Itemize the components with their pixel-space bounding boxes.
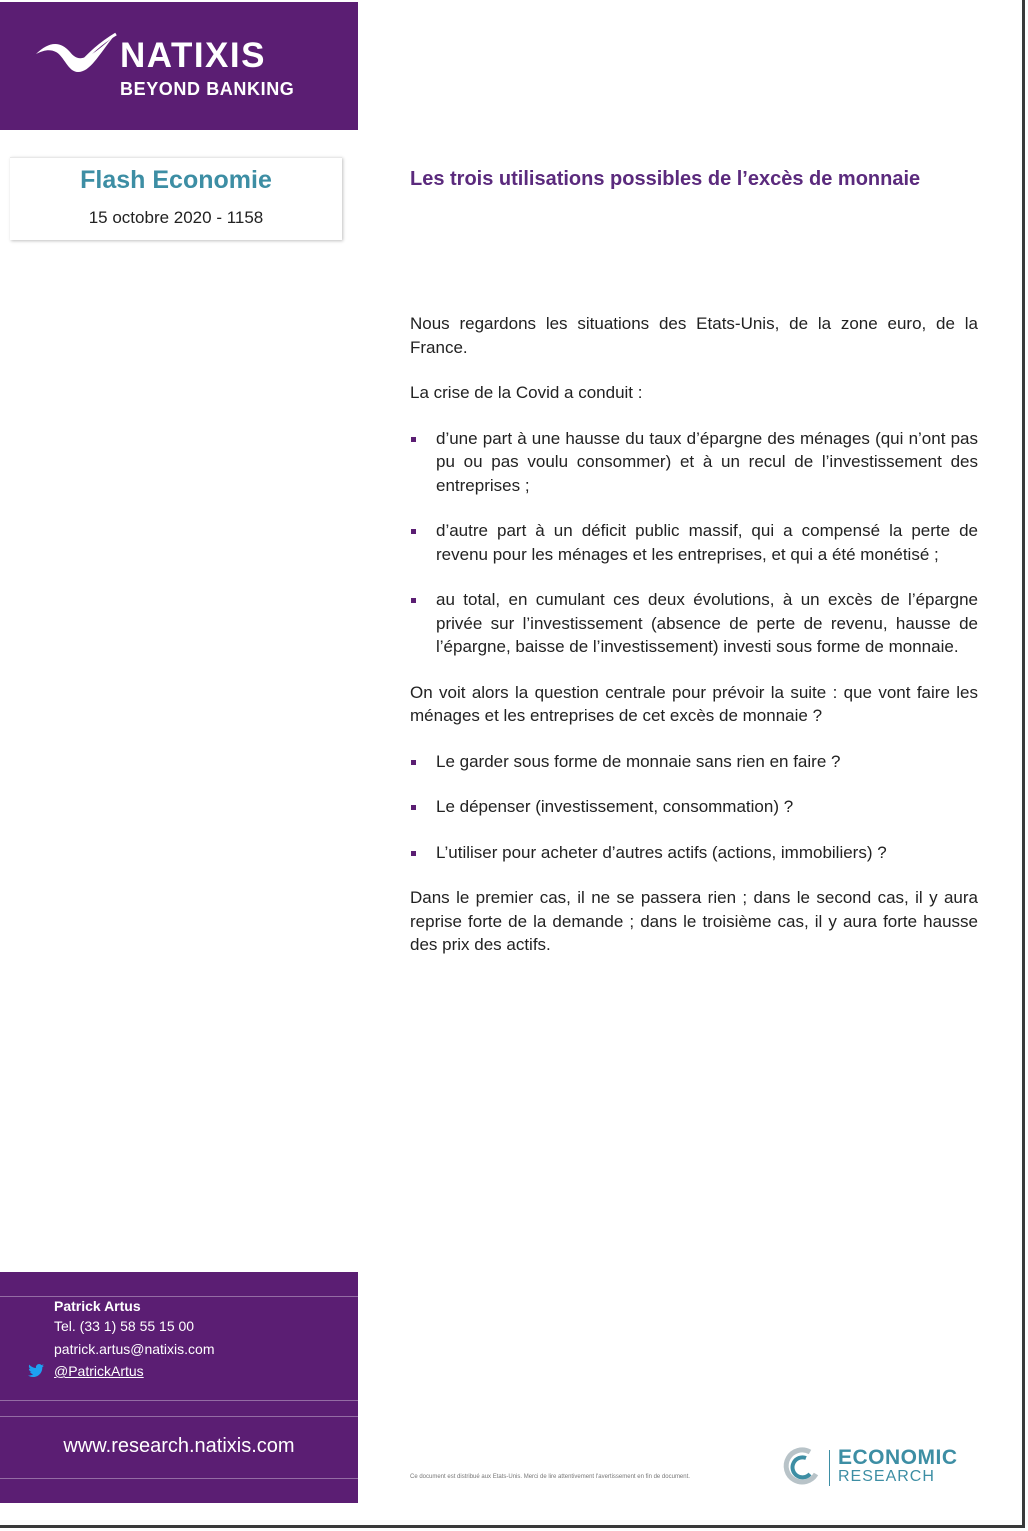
square-bullet-icon — [411, 805, 416, 810]
disclaimer: Ce document est distribué aux Etats-Unis. Merci de lire attentivement l'avertissement en fin de document. — [410, 1474, 690, 1480]
conclusion-paragraph: Dans le premier cas, il ne se passera rien ; dans le second cas, il y aura reprise forte de la demande ; dans le troisième cas, il y aura forte hausse des prix des actifs. — [410, 888, 978, 954]
twitter-icon — [28, 1364, 44, 1377]
document-body — [410, 312, 978, 979]
list-item — [410, 519, 978, 566]
natixis-logo — [0, 2, 358, 130]
contact-block — [0, 1272, 358, 1503]
bullet-text: Le dépenser (investissement, consommation) ? — [436, 797, 794, 816]
contact-name: Patrick Artus — [54, 1298, 141, 1314]
website-link[interactable]: www.research.natixis.com — [63, 1435, 295, 1457]
divider — [0, 1416, 358, 1417]
bullet-text: au total, en cumulant ces deux évolutions, à un excès de l’épargne privée sur l’investissement (absence de perte de revenu, hausse de l’épargne, baisse de l’investissement) investi sous forme de monnaie. — [436, 590, 978, 656]
bullet-text: L’utiliser pour acheter d’autres actifs (actions, immobiliers) ? — [436, 842, 887, 862]
square-bullet-icon — [411, 598, 416, 603]
bullet-text: d’autre part à un déficit public massif, qui a compensé la perte de revenu pour les ménages et les entreprises, et qui a été monétisé ; — [436, 521, 978, 564]
flash-date: 15 octobre 2020 - 1158 — [88, 208, 264, 227]
list-item — [410, 750, 978, 774]
square-bullet-icon — [411, 529, 416, 534]
flash-card — [10, 157, 342, 240]
list-item — [410, 841, 978, 865]
economic-research-line1: ECONOMIC — [838, 1446, 958, 1469]
economic-research-logo-icon — [780, 1446, 822, 1488]
list-item — [410, 795, 978, 819]
divider — [0, 1478, 358, 1479]
bullet-text: Le garder sous forme de monnaie sans rien en faire ? — [436, 751, 841, 771]
square-bullet-icon — [411, 760, 416, 765]
divider — [0, 1400, 358, 1401]
intro-paragraph: Nous regardons les situations des Etats-Unis, de la zone euro, de la France. — [410, 314, 978, 357]
square-bullet-icon — [411, 851, 416, 856]
document-title: Les trois utilisations possibles de l’excès de monnaie — [410, 168, 921, 190]
contact-twitter-link[interactable]: @PatrickArtus — [54, 1363, 144, 1379]
brand-tagline: BEYOND BANKING — [120, 79, 295, 99]
bullet-text: d’une part à une hausse du taux d’épargne des ménages (qui n’ont pas pu ou pas voulu consommer) et à un recul de l’investissement des entreprises ; — [436, 428, 978, 495]
divider — [0, 1296, 358, 1297]
covid-lead-paragraph: La crise de la Covid a conduit : — [410, 383, 643, 402]
contact-phone: Tel. (33 1) 58 55 15 00 — [54, 1318, 195, 1334]
list-item — [410, 427, 978, 498]
flash-title: Flash Economie — [80, 166, 272, 194]
natixis-swoosh-icon — [34, 32, 118, 76]
list-item — [410, 588, 978, 659]
contact-email[interactable]: patrick.artus@natixis.com — [54, 1341, 215, 1357]
brand-name: NATIXIS — [120, 36, 266, 75]
divider — [829, 1450, 830, 1486]
economic-research-line2: RESEARCH — [838, 1468, 935, 1485]
square-bullet-icon — [411, 437, 416, 442]
question-paragraph: On voit alors la question centrale pour prévoir la suite : que vont faire les ménages et les entreprises de cet excès de monnaie ? — [410, 682, 978, 725]
